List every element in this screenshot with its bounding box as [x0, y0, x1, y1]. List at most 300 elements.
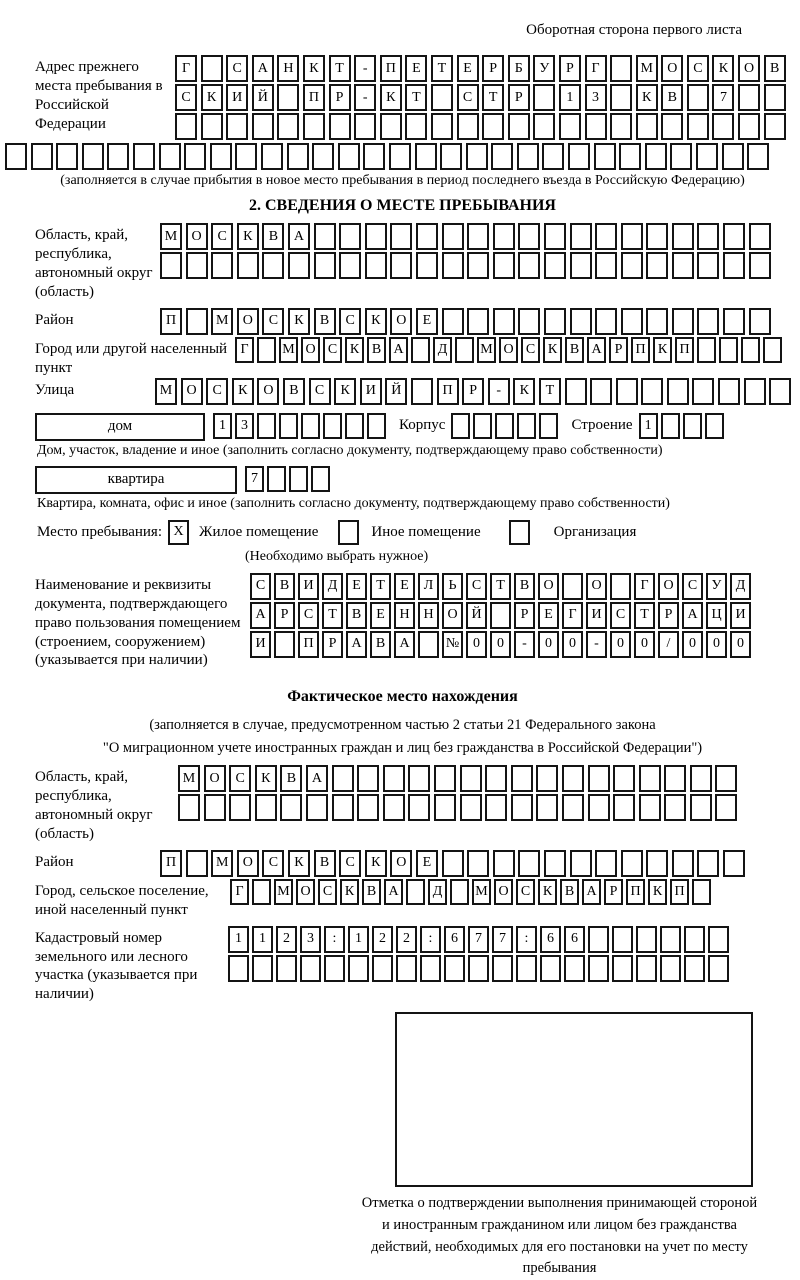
char-cell[interactable]: К	[237, 223, 259, 250]
char-cell[interactable]: Ь	[442, 573, 463, 600]
char-cell[interactable]: 0	[610, 631, 631, 658]
char-cell[interactable]: К	[303, 55, 325, 82]
char-cell[interactable]	[645, 143, 667, 170]
char-cell[interactable]: К	[712, 55, 734, 82]
char-cell[interactable]	[211, 252, 233, 279]
char-cell[interactable]	[406, 879, 425, 905]
char-cell[interactable]	[261, 143, 283, 170]
region-row-1[interactable]	[160, 223, 774, 250]
char-cell[interactable]	[408, 765, 430, 792]
char-cell[interactable]	[277, 113, 299, 140]
char-cell[interactable]: В	[346, 602, 367, 629]
char-cell[interactable]: Т	[482, 84, 504, 111]
char-cell[interactable]	[252, 879, 271, 905]
char-cell[interactable]	[329, 113, 351, 140]
char-cell[interactable]	[518, 223, 540, 250]
char-cell[interactable]: С	[262, 850, 284, 877]
char-cell[interactable]	[365, 223, 387, 250]
char-cell[interactable]: 3	[235, 413, 254, 439]
char-cell[interactable]	[712, 113, 734, 140]
char-cell[interactable]	[723, 850, 745, 877]
char-cell[interactable]: Д	[433, 337, 452, 363]
char-cell[interactable]: С	[610, 602, 631, 629]
char-cell[interactable]	[660, 926, 681, 953]
char-cell[interactable]	[715, 794, 737, 821]
char-cell[interactable]	[300, 955, 321, 982]
char-cell[interactable]	[175, 113, 197, 140]
char-cell[interactable]	[365, 252, 387, 279]
char-cell[interactable]	[332, 765, 354, 792]
char-cell[interactable]: Т	[539, 378, 561, 405]
char-cell[interactable]: А	[346, 631, 367, 658]
char-cell[interactable]: К	[380, 84, 402, 111]
char-cell[interactable]: П	[380, 55, 402, 82]
char-cell[interactable]	[661, 413, 680, 439]
char-cell[interactable]	[568, 143, 590, 170]
char-cell[interactable]: Е	[416, 850, 438, 877]
char-cell[interactable]: К	[636, 84, 658, 111]
char-cell[interactable]	[348, 955, 369, 982]
char-cell[interactable]	[345, 413, 364, 439]
char-cell[interactable]: С	[262, 308, 284, 335]
char-cell[interactable]: К	[288, 850, 310, 877]
char-cell[interactable]	[390, 252, 412, 279]
char-cell[interactable]	[467, 223, 489, 250]
char-cell[interactable]: С	[226, 55, 248, 82]
char-cell[interactable]: П	[303, 84, 325, 111]
char-cell[interactable]: С	[339, 850, 361, 877]
char-cell[interactable]: С	[682, 573, 703, 600]
char-cell[interactable]: О	[296, 879, 315, 905]
char-cell[interactable]: В	[565, 337, 584, 363]
char-cell[interactable]	[747, 143, 769, 170]
char-cell[interactable]	[588, 926, 609, 953]
char-cell[interactable]	[280, 794, 302, 821]
char-cell[interactable]	[226, 113, 248, 140]
char-cell[interactable]: Р	[609, 337, 628, 363]
char-cell[interactable]	[595, 223, 617, 250]
char-cell[interactable]: 3	[585, 84, 607, 111]
char-cell[interactable]	[692, 879, 711, 905]
char-cell[interactable]	[332, 794, 354, 821]
char-cell[interactable]	[288, 252, 310, 279]
char-cell[interactable]: Й	[466, 602, 487, 629]
char-cell[interactable]: М	[155, 378, 177, 405]
char-cell[interactable]	[160, 252, 182, 279]
char-cell[interactable]: 3	[300, 926, 321, 953]
char-cell[interactable]: Е	[416, 308, 438, 335]
char-cell[interactable]	[442, 850, 464, 877]
char-cell[interactable]: №	[442, 631, 463, 658]
char-cell[interactable]	[646, 252, 668, 279]
char-cell[interactable]	[610, 113, 632, 140]
actual-district-row[interactable]	[160, 850, 749, 877]
char-cell[interactable]	[664, 794, 686, 821]
char-cell[interactable]	[690, 794, 712, 821]
char-cell[interactable]: А	[250, 602, 271, 629]
char-cell[interactable]: С	[309, 378, 331, 405]
char-cell[interactable]	[416, 252, 438, 279]
char-cell[interactable]	[511, 765, 533, 792]
char-cell[interactable]	[380, 113, 402, 140]
char-cell[interactable]: С	[318, 879, 337, 905]
char-cell[interactable]	[517, 143, 539, 170]
char-cell[interactable]	[210, 143, 232, 170]
char-cell[interactable]: С	[298, 602, 319, 629]
document-row-1[interactable]	[250, 573, 754, 600]
char-cell[interactable]: Т	[329, 55, 351, 82]
char-cell[interactable]	[354, 113, 376, 140]
char-cell[interactable]	[431, 113, 453, 140]
char-cell[interactable]: С	[457, 84, 479, 111]
char-cell[interactable]	[616, 378, 638, 405]
char-cell[interactable]: К	[340, 879, 359, 905]
char-cell[interactable]	[744, 378, 766, 405]
char-cell[interactable]: Т	[431, 55, 453, 82]
char-cell[interactable]	[363, 143, 385, 170]
document-row-2[interactable]	[250, 602, 754, 629]
char-cell[interactable]	[493, 850, 515, 877]
char-cell[interactable]	[357, 765, 379, 792]
char-cell[interactable]	[228, 955, 249, 982]
char-cell[interactable]: Р	[658, 602, 679, 629]
char-cell[interactable]: П	[670, 879, 689, 905]
char-cell[interactable]	[396, 955, 417, 982]
char-cell[interactable]	[533, 84, 555, 111]
organization-checkbox[interactable]	[509, 520, 530, 545]
char-cell[interactable]: -	[354, 84, 376, 111]
char-cell[interactable]	[749, 223, 771, 250]
char-cell[interactable]: В	[314, 850, 336, 877]
char-cell[interactable]: П	[626, 879, 645, 905]
char-cell[interactable]	[324, 955, 345, 982]
char-cell[interactable]	[719, 337, 738, 363]
char-cell[interactable]	[485, 765, 507, 792]
char-cell[interactable]	[306, 794, 328, 821]
char-cell[interactable]	[468, 955, 489, 982]
char-cell[interactable]	[451, 413, 470, 439]
house-field-box[interactable]: дом	[35, 413, 205, 441]
char-cell[interactable]: Й	[385, 378, 407, 405]
cadastral-row-2[interactable]	[228, 955, 732, 982]
char-cell[interactable]	[383, 765, 405, 792]
prev-address-row-2[interactable]	[175, 84, 789, 111]
char-cell[interactable]	[408, 794, 430, 821]
char-cell[interactable]: 0	[490, 631, 511, 658]
char-cell[interactable]: К	[365, 308, 387, 335]
char-cell[interactable]: Г	[585, 55, 607, 82]
char-cell[interactable]: С	[687, 55, 709, 82]
char-cell[interactable]	[262, 252, 284, 279]
char-cell[interactable]: В	[280, 765, 302, 792]
char-cell[interactable]	[466, 143, 488, 170]
char-cell[interactable]	[5, 143, 27, 170]
char-cell[interactable]	[539, 413, 558, 439]
char-cell[interactable]: А	[288, 223, 310, 250]
char-cell[interactable]: О	[390, 308, 412, 335]
char-cell[interactable]	[697, 223, 719, 250]
char-cell[interactable]: А	[587, 337, 606, 363]
char-cell[interactable]	[636, 113, 658, 140]
char-cell[interactable]: Т	[490, 573, 511, 600]
char-cell[interactable]	[372, 955, 393, 982]
char-cell[interactable]	[610, 55, 632, 82]
char-cell[interactable]	[274, 631, 295, 658]
region-row-2[interactable]	[160, 252, 774, 279]
char-cell[interactable]: О	[494, 879, 513, 905]
char-cell[interactable]	[646, 308, 668, 335]
char-cell[interactable]	[570, 223, 592, 250]
char-cell[interactable]	[683, 413, 702, 439]
char-cell[interactable]	[229, 794, 251, 821]
char-cell[interactable]	[440, 143, 462, 170]
char-cell[interactable]	[467, 252, 489, 279]
char-cell[interactable]: 0	[466, 631, 487, 658]
char-cell[interactable]	[723, 308, 745, 335]
char-cell[interactable]	[455, 337, 474, 363]
char-cell[interactable]: О	[499, 337, 518, 363]
char-cell[interactable]: Е	[457, 55, 479, 82]
char-cell[interactable]	[431, 84, 453, 111]
char-cell[interactable]	[641, 378, 663, 405]
char-cell[interactable]: О	[442, 602, 463, 629]
char-cell[interactable]: С	[229, 765, 251, 792]
char-cell[interactable]: М	[472, 879, 491, 905]
char-cell[interactable]: В	[370, 631, 391, 658]
char-cell[interactable]: К	[538, 879, 557, 905]
stroenie-cells[interactable]	[639, 413, 727, 439]
char-cell[interactable]: О	[204, 765, 226, 792]
char-cell[interactable]	[660, 955, 681, 982]
char-cell[interactable]	[159, 143, 181, 170]
char-cell[interactable]	[255, 794, 277, 821]
char-cell[interactable]: -	[586, 631, 607, 658]
char-cell[interactable]: К	[365, 850, 387, 877]
char-cell[interactable]	[684, 955, 705, 982]
char-cell[interactable]: Т	[322, 602, 343, 629]
char-cell[interactable]	[672, 223, 694, 250]
char-cell[interactable]	[594, 143, 616, 170]
char-cell[interactable]	[565, 378, 587, 405]
residential-checkbox[interactable]: X	[168, 520, 189, 545]
char-cell[interactable]: Т	[370, 573, 391, 600]
char-cell[interactable]: П	[160, 308, 182, 335]
char-cell[interactable]	[621, 308, 643, 335]
char-cell[interactable]: Е	[394, 573, 415, 600]
char-cell[interactable]	[204, 794, 226, 821]
char-cell[interactable]	[708, 955, 729, 982]
char-cell[interactable]: О	[586, 573, 607, 600]
char-cell[interactable]	[201, 113, 223, 140]
char-cell[interactable]	[314, 252, 336, 279]
char-cell[interactable]: И	[360, 378, 382, 405]
char-cell[interactable]: 0	[706, 631, 727, 658]
char-cell[interactable]	[612, 955, 633, 982]
char-cell[interactable]: Р	[514, 602, 535, 629]
char-cell[interactable]	[738, 84, 760, 111]
char-cell[interactable]: :	[420, 926, 441, 953]
char-cell[interactable]: К	[513, 378, 535, 405]
char-cell[interactable]: К	[653, 337, 672, 363]
char-cell[interactable]	[444, 955, 465, 982]
char-cell[interactable]: П	[298, 631, 319, 658]
cadastral-row-1[interactable]	[228, 926, 732, 953]
char-cell[interactable]	[184, 143, 206, 170]
char-cell[interactable]	[697, 252, 719, 279]
char-cell[interactable]	[482, 113, 504, 140]
char-cell[interactable]: К	[232, 378, 254, 405]
char-cell[interactable]: П	[675, 337, 694, 363]
char-cell[interactable]: С	[206, 378, 228, 405]
apartment-field-box[interactable]: квартира	[35, 466, 237, 494]
char-cell[interactable]: 7	[492, 926, 513, 953]
char-cell[interactable]: Д	[428, 879, 447, 905]
char-cell[interactable]: -	[488, 378, 510, 405]
char-cell[interactable]	[544, 252, 566, 279]
char-cell[interactable]	[442, 223, 464, 250]
char-cell[interactable]: С	[211, 223, 233, 250]
char-cell[interactable]: Г	[235, 337, 254, 363]
city-row[interactable]	[235, 337, 785, 363]
char-cell[interactable]	[612, 926, 633, 953]
char-cell[interactable]	[738, 113, 760, 140]
char-cell[interactable]	[518, 850, 540, 877]
char-cell[interactable]: С	[250, 573, 271, 600]
char-cell[interactable]	[588, 955, 609, 982]
char-cell[interactable]	[542, 143, 564, 170]
char-cell[interactable]: М	[211, 850, 233, 877]
district-row[interactable]	[160, 308, 774, 335]
char-cell[interactable]	[570, 252, 592, 279]
char-cell[interactable]	[252, 113, 274, 140]
char-cell[interactable]	[661, 113, 683, 140]
char-cell[interactable]	[670, 143, 692, 170]
char-cell[interactable]: Д	[322, 573, 343, 600]
char-cell[interactable]	[610, 573, 631, 600]
char-cell[interactable]	[621, 252, 643, 279]
char-cell[interactable]: 1	[639, 413, 658, 439]
char-cell[interactable]	[301, 413, 320, 439]
char-cell[interactable]	[764, 113, 786, 140]
char-cell[interactable]	[383, 794, 405, 821]
char-cell[interactable]	[769, 378, 791, 405]
char-cell[interactable]	[664, 765, 686, 792]
char-cell[interactable]: :	[324, 926, 345, 953]
char-cell[interactable]	[613, 765, 635, 792]
char-cell[interactable]: Й	[252, 84, 274, 111]
char-cell[interactable]	[56, 143, 78, 170]
char-cell[interactable]: А	[682, 602, 703, 629]
char-cell[interactable]	[636, 926, 657, 953]
char-cell[interactable]	[559, 113, 581, 140]
char-cell[interactable]: И	[226, 84, 248, 111]
char-cell[interactable]	[390, 223, 412, 250]
char-cell[interactable]: Т	[405, 84, 427, 111]
char-cell[interactable]	[276, 955, 297, 982]
char-cell[interactable]: К	[648, 879, 667, 905]
char-cell[interactable]	[715, 765, 737, 792]
char-cell[interactable]	[473, 413, 492, 439]
char-cell[interactable]: С	[339, 308, 361, 335]
char-cell[interactable]	[339, 252, 361, 279]
char-cell[interactable]	[411, 337, 430, 363]
apartment-cells[interactable]	[245, 466, 333, 492]
char-cell[interactable]: О	[301, 337, 320, 363]
char-cell[interactable]	[252, 955, 273, 982]
char-cell[interactable]: С	[521, 337, 540, 363]
char-cell[interactable]: 6	[444, 926, 465, 953]
char-cell[interactable]: М	[211, 308, 233, 335]
char-cell[interactable]	[457, 113, 479, 140]
char-cell[interactable]: Г	[230, 879, 249, 905]
char-cell[interactable]	[442, 308, 464, 335]
char-cell[interactable]: С	[323, 337, 342, 363]
char-cell[interactable]: :	[516, 926, 537, 953]
char-cell[interactable]: -	[514, 631, 535, 658]
char-cell[interactable]: Е	[346, 573, 367, 600]
char-cell[interactable]	[493, 223, 515, 250]
char-cell[interactable]: М	[274, 879, 293, 905]
char-cell[interactable]	[367, 413, 386, 439]
char-cell[interactable]: Н	[418, 602, 439, 629]
char-cell[interactable]	[544, 308, 566, 335]
char-cell[interactable]	[562, 765, 584, 792]
street-row[interactable]	[155, 378, 795, 405]
char-cell[interactable]	[493, 308, 515, 335]
char-cell[interactable]: О	[257, 378, 279, 405]
char-cell[interactable]	[312, 143, 334, 170]
char-cell[interactable]: П	[160, 850, 182, 877]
char-cell[interactable]	[570, 308, 592, 335]
char-cell[interactable]: К	[334, 378, 356, 405]
char-cell[interactable]	[646, 223, 668, 250]
char-cell[interactable]	[667, 378, 689, 405]
char-cell[interactable]	[610, 84, 632, 111]
char-cell[interactable]: В	[283, 378, 305, 405]
char-cell[interactable]	[518, 252, 540, 279]
char-cell[interactable]: Н	[277, 55, 299, 82]
char-cell[interactable]: Г	[175, 55, 197, 82]
char-cell[interactable]: Т	[634, 602, 655, 629]
char-cell[interactable]	[533, 113, 555, 140]
char-cell[interactable]	[595, 850, 617, 877]
char-cell[interactable]	[588, 765, 610, 792]
char-cell[interactable]	[201, 55, 223, 82]
char-cell[interactable]	[544, 223, 566, 250]
char-cell[interactable]	[723, 252, 745, 279]
char-cell[interactable]	[467, 308, 489, 335]
char-cell[interactable]	[237, 252, 259, 279]
char-cell[interactable]: В	[274, 573, 295, 600]
char-cell[interactable]: К	[288, 308, 310, 335]
char-cell[interactable]: 1	[252, 926, 273, 953]
char-cell[interactable]: К	[201, 84, 223, 111]
char-cell[interactable]	[690, 765, 712, 792]
char-cell[interactable]: Б	[508, 55, 530, 82]
char-cell[interactable]	[621, 850, 643, 877]
char-cell[interactable]: М	[477, 337, 496, 363]
char-cell[interactable]: П	[437, 378, 459, 405]
char-cell[interactable]: 0	[730, 631, 751, 658]
char-cell[interactable]	[418, 631, 439, 658]
char-cell[interactable]: 1	[559, 84, 581, 111]
char-cell[interactable]	[277, 84, 299, 111]
char-cell[interactable]: Ц	[706, 602, 727, 629]
char-cell[interactable]: К	[543, 337, 562, 363]
char-cell[interactable]	[705, 413, 724, 439]
char-cell[interactable]: А	[582, 879, 601, 905]
char-cell[interactable]	[178, 794, 200, 821]
